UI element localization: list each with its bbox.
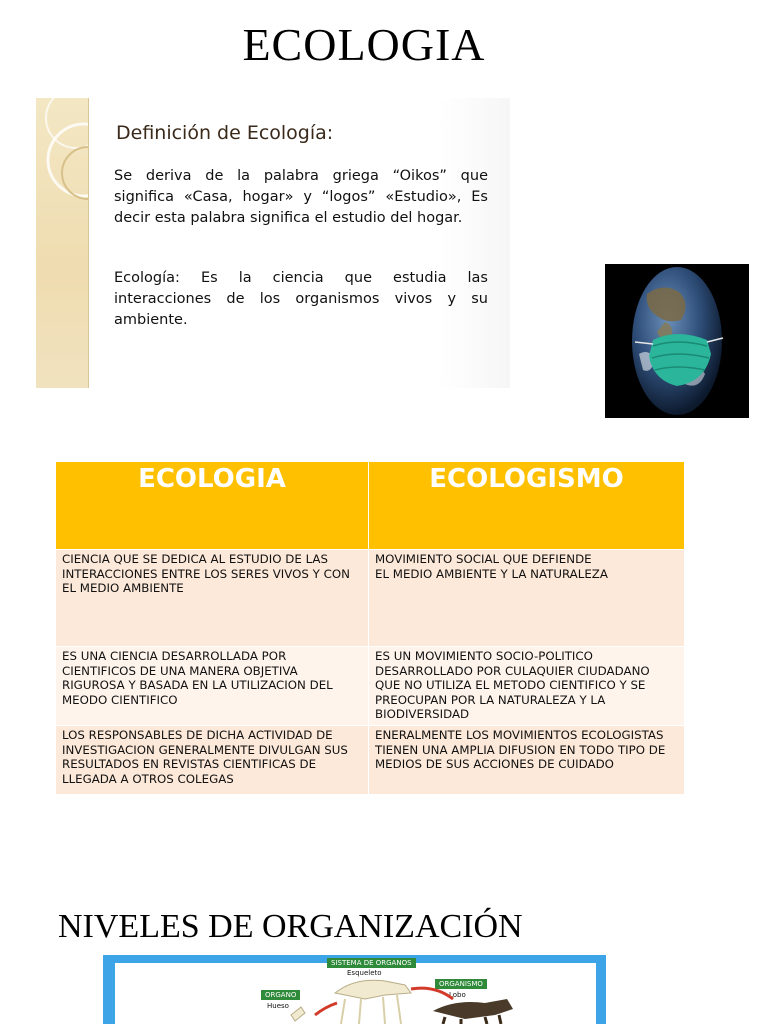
decorative-strip xyxy=(36,98,89,388)
table-cell: ENERALMENTE LOS MOVIMIENTOS ECOLOGISTAS TIENEN UNA AMPLIA DIFUSION EN TODO TIPO DE MEDIOS DE SUS ACCIONES DE CUIDADO xyxy=(369,726,685,795)
definition-heading: Definición de Ecología: xyxy=(116,122,334,144)
definition-slide xyxy=(36,98,510,388)
definition-paragraph-2: Ecología: Es la ciencia que estudia las interacciones de los organismos vivos y su ambiente. xyxy=(114,270,488,328)
label-sistema-sub: Esqueleto xyxy=(347,969,382,977)
decorative-swirl-icon xyxy=(36,98,88,388)
section-subtitle: NIVELES DE ORGANIZACIÓN xyxy=(58,908,523,945)
header-ecologia: ECOLOGIA xyxy=(56,462,369,550)
label-organo-sub: Hueso xyxy=(267,1002,289,1010)
table-cell: CIENCIA QUE SE DEDICA AL ESTUDIO DE LAS INTERACCIONES ENTRE LOS SERES VIVOS Y CON EL MEDIO AMBIENTE xyxy=(56,550,369,647)
header-ecologismo: ECOLOGISMO xyxy=(369,462,685,550)
skeleton-wolf-illustration xyxy=(115,963,596,1024)
table-cell: LOS RESPONSABLES DE DICHA ACTIVIDAD DE INVESTIGACION GENERALMENTE DIVULGAN SUS RESULTADOS EN REVISTAS CIENTIFICAS DE LLEGADA A OTROS COLEGAS xyxy=(56,726,369,795)
earth-mask-image xyxy=(605,264,749,418)
organization-levels-diagram xyxy=(103,955,606,1024)
table-cell: ES UNA CIENCIA DESARROLLADA POR CIENTIFICOS DE UNA MANERA OBJETIVA RIGUROSA Y BASADA EN LA UTILIZACION DEL MEODO CIENTIFICO xyxy=(56,647,369,726)
page-title: ECOLOGIA xyxy=(242,19,486,70)
table-row xyxy=(56,550,685,647)
table-cell: MOVIMIENTO SOCIAL QUE DEFIENDE EL MEDIO AMBIENTE Y LA NATURALEZA xyxy=(369,550,685,647)
comparison-table xyxy=(56,462,685,794)
label-sistema: SISTEMA DE ORGANOS xyxy=(327,958,416,968)
label-organo: ORGANO xyxy=(261,990,300,1000)
table-cell: ES UN MOVIMIENTO SOCIO-POLITICO DESARROLLADO POR CULAQUIER CIUDADANO QUE NO UTILIZA EL METODO CIENTIFICO Y SE PREOCUPAN POR LA NATURALEZA Y LA BIODIVERSIDAD xyxy=(369,647,685,726)
definition-paragraph-1: Se deriva de la palabra griega “Oikos” que significa «Casa, hogar» y “logos” «Estudio», Es decir esta palabra significa el estudio del hogar. xyxy=(114,168,488,226)
label-organismo: ORGANISMO xyxy=(435,979,487,989)
table-row xyxy=(56,647,685,726)
table-row xyxy=(56,726,685,795)
label-organismo-sub: Lobo xyxy=(449,991,466,999)
